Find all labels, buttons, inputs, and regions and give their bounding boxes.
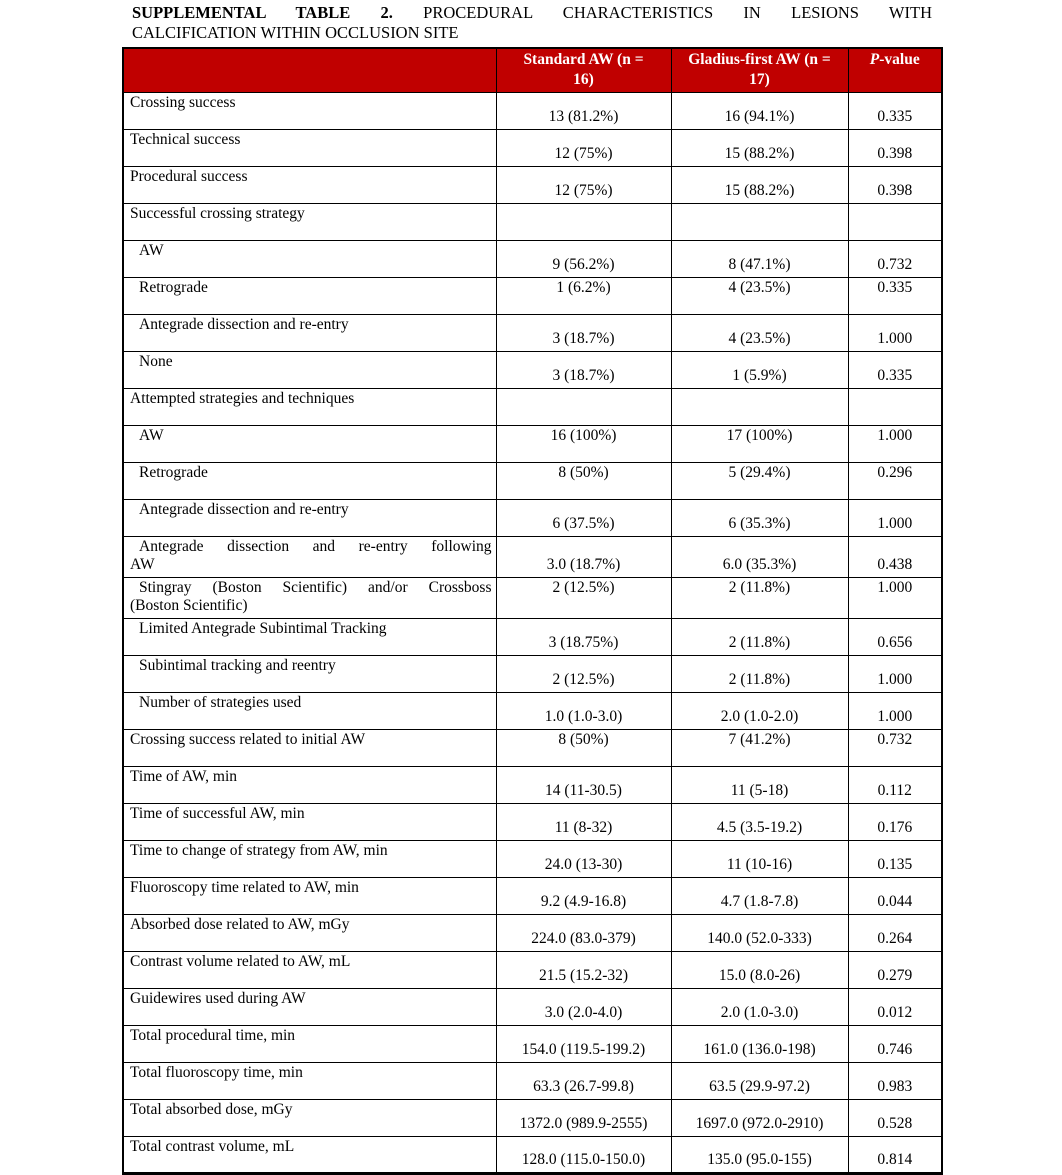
gladius-first-aw-value: 63.5 (29.9-97.2) [671,1062,848,1099]
gladius-first-aw-value: 2 (11.8%) [671,655,848,692]
p-value: 0.044 [848,877,942,914]
p-value: 0.176 [848,803,942,840]
table-row [123,240,942,277]
standard-aw-value: 12 (75%) [496,166,671,203]
gladius-first-aw-value: 15.0 (8.0-26) [671,951,848,988]
standard-aw-value: 3 (18.7%) [496,351,671,388]
title-line-2: CALCIFICATION WITHIN OCCLUSION SITE [132,23,459,42]
p-rest: -value [879,51,920,68]
p-italic: P [869,51,880,68]
row-label-text-line2: AW [130,556,155,573]
standard-aw-value: 1.0 (1.0-3.0) [496,692,671,729]
standard-aw-value: 11 (8-32) [496,803,671,840]
row-label [123,129,496,166]
gladius-first-aw-value: 4 (23.5%) [671,314,848,351]
gladius-first-aw-value: 17 (100%) [671,425,848,462]
row-label-text: Antegrade dissection and re-entry [139,500,349,518]
row-label-text: Attempted strategies and techniques [130,389,355,407]
p-value: 0.135 [848,840,942,877]
row-label [123,462,496,499]
row-label-text: Stingray (Boston Scientific) and/or Crossboss [139,578,492,596]
table-row [123,129,942,166]
row-label-text: None [139,352,173,370]
document-page [122,0,941,1175]
row-label [123,951,496,988]
table-row [123,766,942,803]
standard-aw-value: 3 (18.7%) [496,314,671,351]
gladius-first-aw-value: 16 (94.1%) [671,92,848,129]
standard-aw-value: 9.2 (4.9-16.8) [496,877,671,914]
standard-aw-value: 9 (56.2%) [496,240,671,277]
row-label [123,499,496,536]
gladius-first-aw-value: 4.7 (1.8-7.8) [671,877,848,914]
header-standard-aw: Standard AW (n = 16) [496,48,671,92]
table-body [123,92,942,1173]
header-empty-cell [123,48,496,92]
title-label-bold: SUPPLEMENTAL TABLE 2. [132,3,393,22]
row-label [123,92,496,129]
row-label-text: Antegrade dissection and re-entry [139,315,349,333]
p-value: 0.814 [848,1136,942,1173]
gladius-first-aw-value: 2.0 (1.0-2.0) [671,692,848,729]
row-label-text: Crossing success related to initial AW [130,730,366,748]
row-label-text: Time of successful AW, min [130,804,305,822]
row-label-text: Guidewires used during AW [130,989,306,1007]
standard-aw-value: 13 (81.2%) [496,92,671,129]
gladius-first-aw-value: 4 (23.5%) [671,277,848,314]
row-label-text: Time of AW, min [130,767,237,785]
gladius-first-aw-value: 15 (88.2%) [671,166,848,203]
row-label [123,766,496,803]
standard-aw-value: 224.0 (83.0-379) [496,914,671,951]
gladius-first-aw-value: 15 (88.2%) [671,129,848,166]
row-label [123,314,496,351]
row-label-text: AW [139,241,164,259]
standard-aw-value [496,388,671,425]
standard-aw-value: 21.5 (15.2-32) [496,951,671,988]
standard-aw-value: 2 (12.5%) [496,577,671,618]
p-value: 1.000 [848,499,942,536]
procedural-characteristics-table [122,47,943,1175]
table-row [123,277,942,314]
row-label-text: Antegrade dissection and re-entry following [139,537,492,555]
p-value: 1.000 [848,577,942,618]
row-label [123,536,496,577]
gladius-first-aw-value: 161.0 (136.0-198) [671,1025,848,1062]
gladius-first-aw-value: 1 (5.9%) [671,351,848,388]
gladius-first-aw-value: 2 (11.8%) [671,577,848,618]
row-label-text: Absorbed dose related to AW, mGy [130,915,350,933]
row-label [123,1062,496,1099]
row-label [123,692,496,729]
row-label-text: Subintimal tracking and reentry [139,656,336,674]
table-row [123,166,942,203]
table-row [123,499,942,536]
table-row [123,988,942,1025]
row-label-text-line2: (Boston Scientific) [130,597,248,614]
row-label [123,351,496,388]
table-row [123,729,942,766]
table-row [123,314,942,351]
row-label [123,729,496,766]
row-label-text: Retrograde [139,463,208,481]
standard-aw-value: 3.0 (2.0-4.0) [496,988,671,1025]
row-label [123,240,496,277]
gladius-first-aw-value: 6 (35.3%) [671,499,848,536]
row-label [123,577,496,618]
row-label-text: Total contrast volume, mL [130,1137,295,1155]
table-row [123,618,942,655]
p-value [848,203,942,240]
table-row [123,92,942,129]
standard-aw-value: 154.0 (119.5-199.2) [496,1025,671,1062]
row-label-text: Retrograde [139,278,208,296]
table-row [123,1025,942,1062]
p-value: 0.264 [848,914,942,951]
gladius-first-aw-value: 140.0 (52.0-333) [671,914,848,951]
row-label [123,655,496,692]
gladius-first-aw-value: 6.0 (35.3%) [671,536,848,577]
row-label [123,618,496,655]
row-label [123,425,496,462]
gladius-first-aw-value: 11 (10-16) [671,840,848,877]
row-label-text: Total absorbed dose, mGy [130,1100,293,1118]
row-label [123,877,496,914]
row-label-text: Contrast volume related to AW, mL [130,952,351,970]
title-line-1 [132,3,932,23]
p-value: 0.528 [848,1099,942,1136]
p-value: 0.438 [848,536,942,577]
table-row [123,462,942,499]
standard-aw-value: 8 (50%) [496,729,671,766]
row-label [123,914,496,951]
header-p-value [848,48,942,92]
title-line1-rest: PROCEDURAL CHARACTERISTICS IN LESIONS WITH [392,3,932,22]
standard-aw-value: 16 (100%) [496,425,671,462]
table-row [123,655,942,692]
p-value: 0.335 [848,351,942,388]
header-row [123,48,942,92]
gladius-first-aw-value [671,203,848,240]
row-label [123,166,496,203]
gladius-first-aw-value: 2.0 (1.0-3.0) [671,988,848,1025]
gladius-first-aw-value: 5 (29.4%) [671,462,848,499]
row-label-text: Total procedural time, min [130,1026,296,1044]
standard-aw-value: 8 (50%) [496,462,671,499]
row-label-text: Successful crossing strategy [130,204,305,222]
row-label-text: Crossing success [130,93,236,111]
table-row [123,1136,942,1173]
gladius-first-aw-value: 1697.0 (972.0-2910) [671,1099,848,1136]
gladius-first-aw-value: 8 (47.1%) [671,240,848,277]
gladius-first-aw-value: 4.5 (3.5-19.2) [671,803,848,840]
table-row [123,536,942,577]
standard-aw-value: 24.0 (13-30) [496,840,671,877]
row-label-text: Limited Antegrade Subintimal Tracking [139,619,387,637]
row-label [123,203,496,240]
table-row [123,803,942,840]
table-row [123,840,942,877]
row-label-text: Time to change of strategy from AW, min [130,841,388,859]
standard-aw-value: 6 (37.5%) [496,499,671,536]
standard-aw-value: 128.0 (115.0-150.0) [496,1136,671,1173]
standard-aw-value: 2 (12.5%) [496,655,671,692]
p-value: 1.000 [848,692,942,729]
table-row [123,203,942,240]
gladius-first-aw-value [671,388,848,425]
table-row [123,951,942,988]
p-value: 0.732 [848,729,942,766]
row-label [123,277,496,314]
row-label [123,1025,496,1062]
standard-aw-value: 63.3 (26.7-99.8) [496,1062,671,1099]
p-value: 0.746 [848,1025,942,1062]
table-row [123,877,942,914]
p-value: 0.112 [848,766,942,803]
standard-aw-value: 1 (6.2%) [496,277,671,314]
table-row [123,577,942,618]
gladius-first-aw-value: 135.0 (95.0-155) [671,1136,848,1173]
p-value [848,388,942,425]
p-value: 0.732 [848,240,942,277]
p-value: 1.000 [848,314,942,351]
p-value: 0.656 [848,618,942,655]
row-label-text: Fluoroscopy time related to AW, min [130,878,359,896]
row-label-text: Technical success [130,130,241,148]
table-row [123,388,942,425]
p-value: 0.335 [848,277,942,314]
p-value: 0.296 [848,462,942,499]
row-label [123,388,496,425]
p-value: 0.335 [848,92,942,129]
p-value: 0.983 [848,1062,942,1099]
table-row [123,914,942,951]
p-value: 0.398 [848,129,942,166]
row-label-text: AW [139,426,164,444]
p-value: 1.000 [848,655,942,692]
row-label-text: Total fluoroscopy time, min [130,1063,303,1081]
header-gladius-first-aw: Gladius-first AW (n = 17) [671,48,848,92]
table-row [123,425,942,462]
standard-aw-value: 12 (75%) [496,129,671,166]
table-row [123,1099,942,1136]
table-title [132,3,932,43]
row-label [123,1099,496,1136]
table-row [123,692,942,729]
row-label-text: Procedural success [130,167,248,185]
p-value: 1.000 [848,425,942,462]
standard-aw-value: 3.0 (18.7%) [496,536,671,577]
row-label [123,803,496,840]
standard-aw-value [496,203,671,240]
p-value: 0.279 [848,951,942,988]
p-value: 0.398 [848,166,942,203]
p-value: 0.012 [848,988,942,1025]
standard-aw-value: 14 (11-30.5) [496,766,671,803]
gladius-first-aw-value: 11 (5-18) [671,766,848,803]
row-label-text: Number of strategies used [139,693,302,711]
table-row [123,351,942,388]
standard-aw-value: 3 (18.75%) [496,618,671,655]
row-label [123,988,496,1025]
row-label [123,840,496,877]
row-label [123,1136,496,1173]
table-row [123,1062,942,1099]
gladius-first-aw-value: 2 (11.8%) [671,618,848,655]
standard-aw-value: 1372.0 (989.9-2555) [496,1099,671,1136]
gladius-first-aw-value: 7 (41.2%) [671,729,848,766]
